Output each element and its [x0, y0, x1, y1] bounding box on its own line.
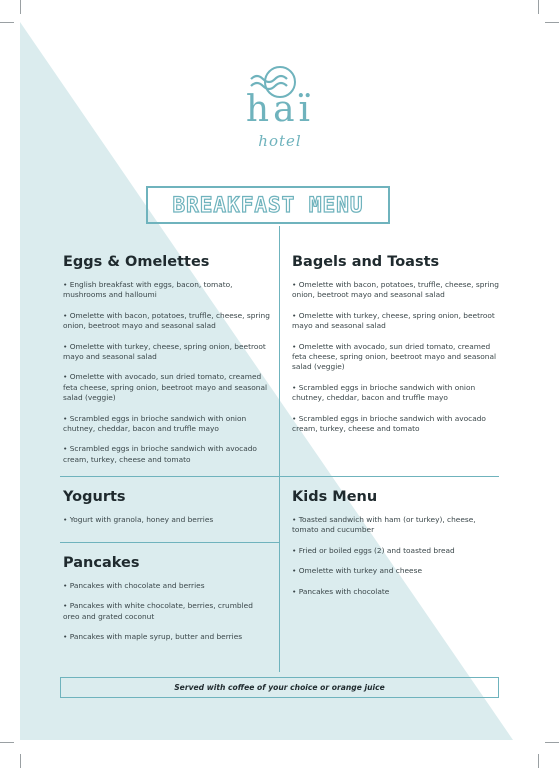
menu-item: • Omelette with avocado, sun dried tomato, creamed feta cheese, spring onion, beetroot mayo and seasonal salad (veggie): [292, 341, 497, 372]
crop-mark: [545, 742, 559, 743]
menu-item: • Omelette with bacon, potatoes, truffle, cheese, spring onion, beetroot mayo and seasonal salad: [292, 280, 499, 300]
section-heading: Kids Menu: [292, 489, 378, 505]
section-pancakes: [63, 555, 271, 653]
menu-item: • Pancakes with chocolate: [292, 586, 390, 596]
section-heading: Eggs & Omelettes: [63, 254, 210, 270]
menu-item: • Pancakes with maple syrup, butter and berries: [63, 632, 243, 642]
menu-item: • Scrambled eggs in brioche sandwich with avocado cream, turkey, cheese and tomato: [292, 413, 486, 434]
column-divider: [279, 226, 280, 672]
crop-mark: [545, 22, 559, 23]
section-heading: Bagels and Toasts: [292, 254, 440, 270]
menu-item: • Omelette with turkey, cheese, spring onion, beetroot mayo and seasonal salad: [292, 310, 495, 331]
crop-mark: [538, 754, 539, 768]
section-heading: Yogurts: [63, 489, 126, 505]
section-heading: Pancakes: [63, 555, 140, 571]
logo-subtitle: hotel: [258, 132, 302, 150]
crop-mark: [0, 742, 14, 743]
menu-item: • Pancakes with white chocolate, berries, crumbled oreo and grated coconut: [63, 601, 253, 621]
crop-mark: [538, 0, 539, 14]
menu-item: • Omelette with avocado, sun dried tomato, creamed feta cheese, spring onion, beetroot mayo and seasonal salad (veggie): [63, 372, 268, 403]
section-eggs-omelettes: [63, 254, 271, 475]
crop-mark: [20, 754, 21, 768]
menu-item: • Scrambled eggs in brioche sandwich with onion chutney, cheddar, bacon and truffle mayo: [292, 382, 476, 403]
menu-item: • Scrambled eggs in brioche sandwich with onion chutney, cheddar, bacon and truffle mayo: [63, 413, 247, 434]
crop-mark: [20, 0, 21, 14]
section-kids-menu: [292, 489, 500, 607]
menu-item: • Omelette with turkey and cheese: [292, 566, 422, 576]
menu-title: BREAKFAST MENU: [172, 193, 364, 217]
footer-note: Served with coffee of your choice or orange juice: [60, 677, 499, 698]
menu-item: • Toasted sandwich with ham (or turkey), cheese, tomato and cucumber: [292, 515, 476, 535]
logo-name: haï: [245, 89, 315, 130]
section-bagels-toasts: [292, 254, 500, 444]
section-divider: [60, 542, 279, 543]
title-box: [146, 186, 390, 224]
section-yogurts: [63, 489, 271, 535]
hotel-logo: [235, 62, 325, 162]
menu-item: • Omelette with bacon, potatoes, truffle, cheese, spring onion, beetroot mayo and seasonal salad: [63, 310, 270, 331]
menu-item: • Pancakes with chocolate and berries: [63, 581, 205, 590]
row-divider: [60, 476, 499, 477]
menu-item: • Omelette with turkey, cheese, spring onion, beetroot mayo and seasonal salad: [63, 341, 266, 362]
menu-item: • English breakfast with eggs, bacon, tomato, mushrooms and halloumi: [63, 280, 233, 300]
menu-item: • Scrambled eggs in brioche sandwich with avocado cream, turkey, cheese and tomato: [63, 444, 257, 464]
menu-item: • Yogurt with granola, honey and berries: [63, 515, 214, 524]
crop-mark: [0, 22, 14, 23]
menu-item: • Fried or boiled eggs (2) and toasted bread: [292, 545, 455, 555]
